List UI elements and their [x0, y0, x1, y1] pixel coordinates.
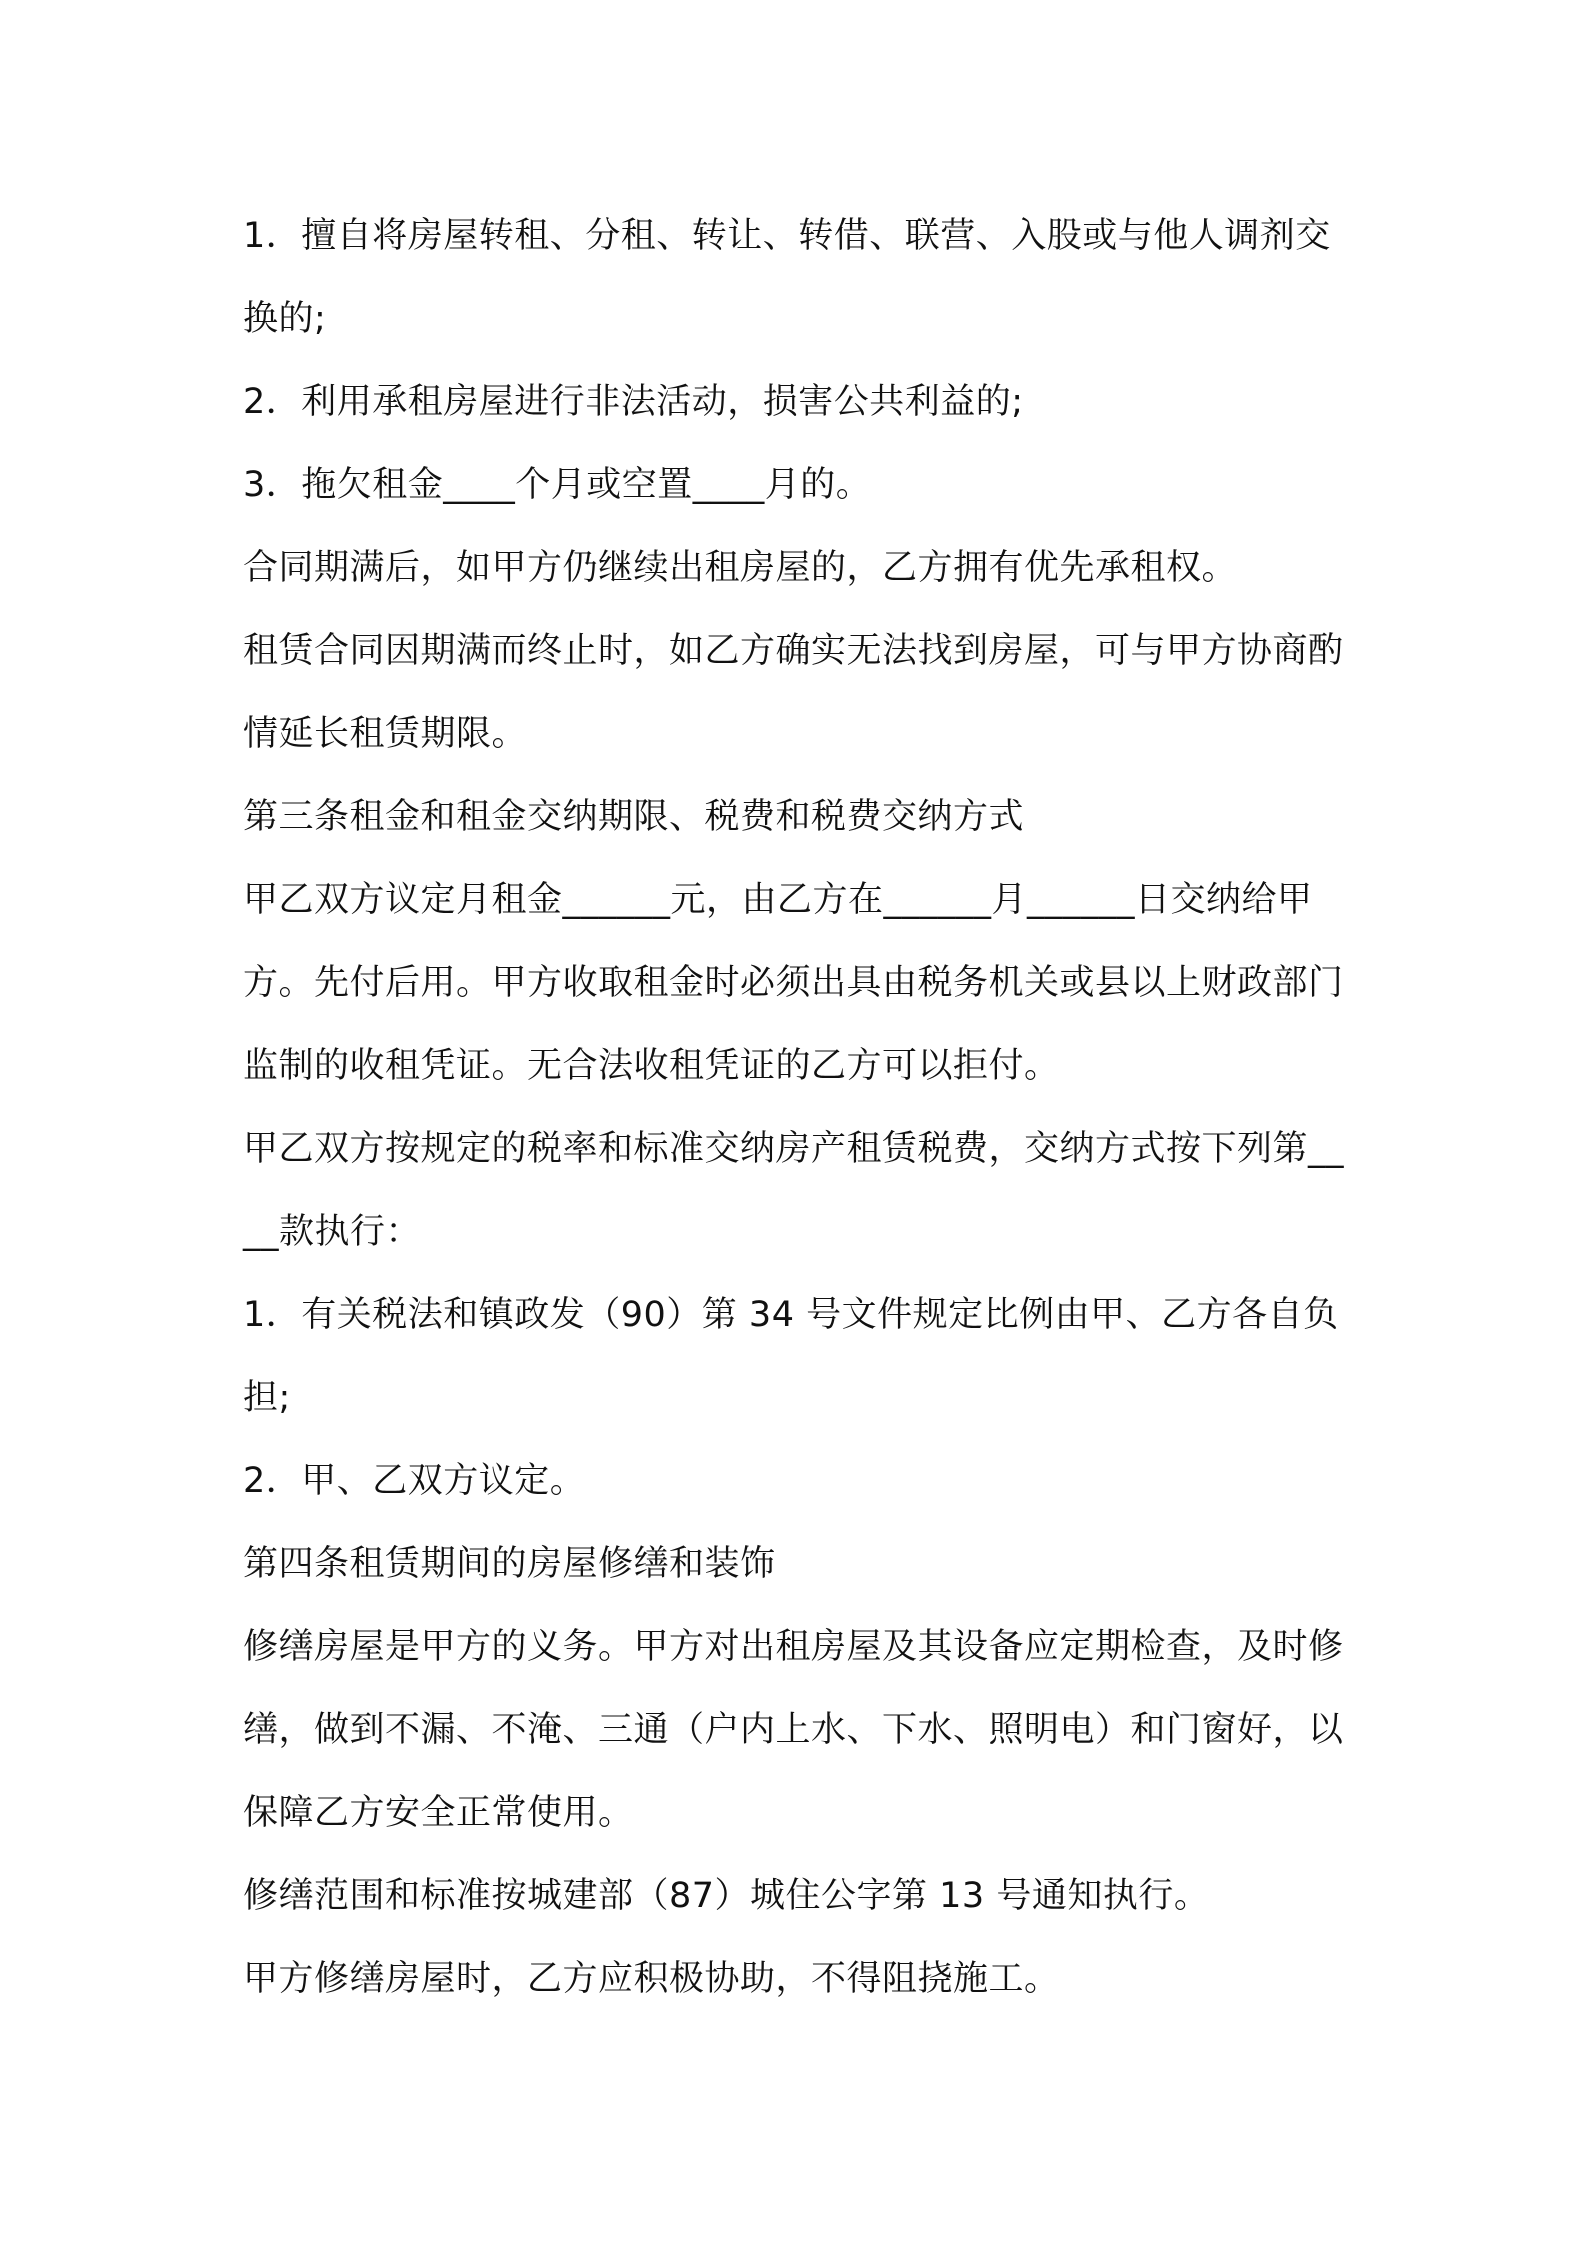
document-body [243, 195, 1358, 2021]
paragraph-repair-obligation: 修缮房屋是甲方的义务。甲方对出租房屋及其设备应定期检查，及时修缮，做到不漏、不淹、三通（户内上水、下水、照明电）和门窗好，以保障乙方安全正常使用。 [243, 1627, 1344, 1833]
paragraph-lease-extension: 租赁合同因期满而终止时，如乙方确实无法找到房屋，可与甲方协商酌情延长租赁期限。 [243, 631, 1344, 754]
clause-item-mutual-agreement: 2．甲、乙双方议定。 [243, 1461, 586, 1501]
paragraph-tax-payment: 甲乙双方按规定的税率和标准交纳房产租赁税费，交纳方式按下列第____款执行： [243, 1129, 1345, 1252]
clause-item-sublet: 1．擅自将房屋转租、分租、转让、转借、联营、入股或与他人调剂交换的; [243, 216, 1331, 339]
section-heading-article-4: 第四条租赁期间的房屋修缮和装饰 [243, 1544, 776, 1584]
section-heading-article-3: 第三条租金和租金交纳期限、税费和税费交纳方式 [243, 797, 1025, 837]
paragraph-monthly-rent: 甲乙双方议定月租金______元，由乙方在______月______日交纳给甲方。先付后用。甲方收取租金时必须出具由税务机关或县以上财政部门监制的收租凭证。无合法收租凭证的乙方可以拒付。 [243, 880, 1344, 1086]
paragraph-repair-cooperation: 甲方修缮房屋时，乙方应积极协助，不得阻挠施工。 [243, 1959, 1060, 1999]
clause-item-tax-law: 1．有关税法和镇政发（90）第 34 号文件规定比例由甲、乙方各自负担; [243, 1295, 1339, 1418]
clause-item-rent-arrears: 3．拖欠租金____个月或空置____月的。 [243, 465, 872, 505]
paragraph-renewal-priority: 合同期满后，如甲方仍继续出租房屋的，乙方拥有优先承租权。 [243, 548, 1238, 588]
clause-item-illegal-use: 2．利用承租房屋进行非法活动，损害公共利益的; [243, 382, 1024, 422]
paragraph-repair-standard: 修缮范围和标准按城建部（87）城住公字第 13 号通知执行。 [243, 1876, 1210, 1916]
